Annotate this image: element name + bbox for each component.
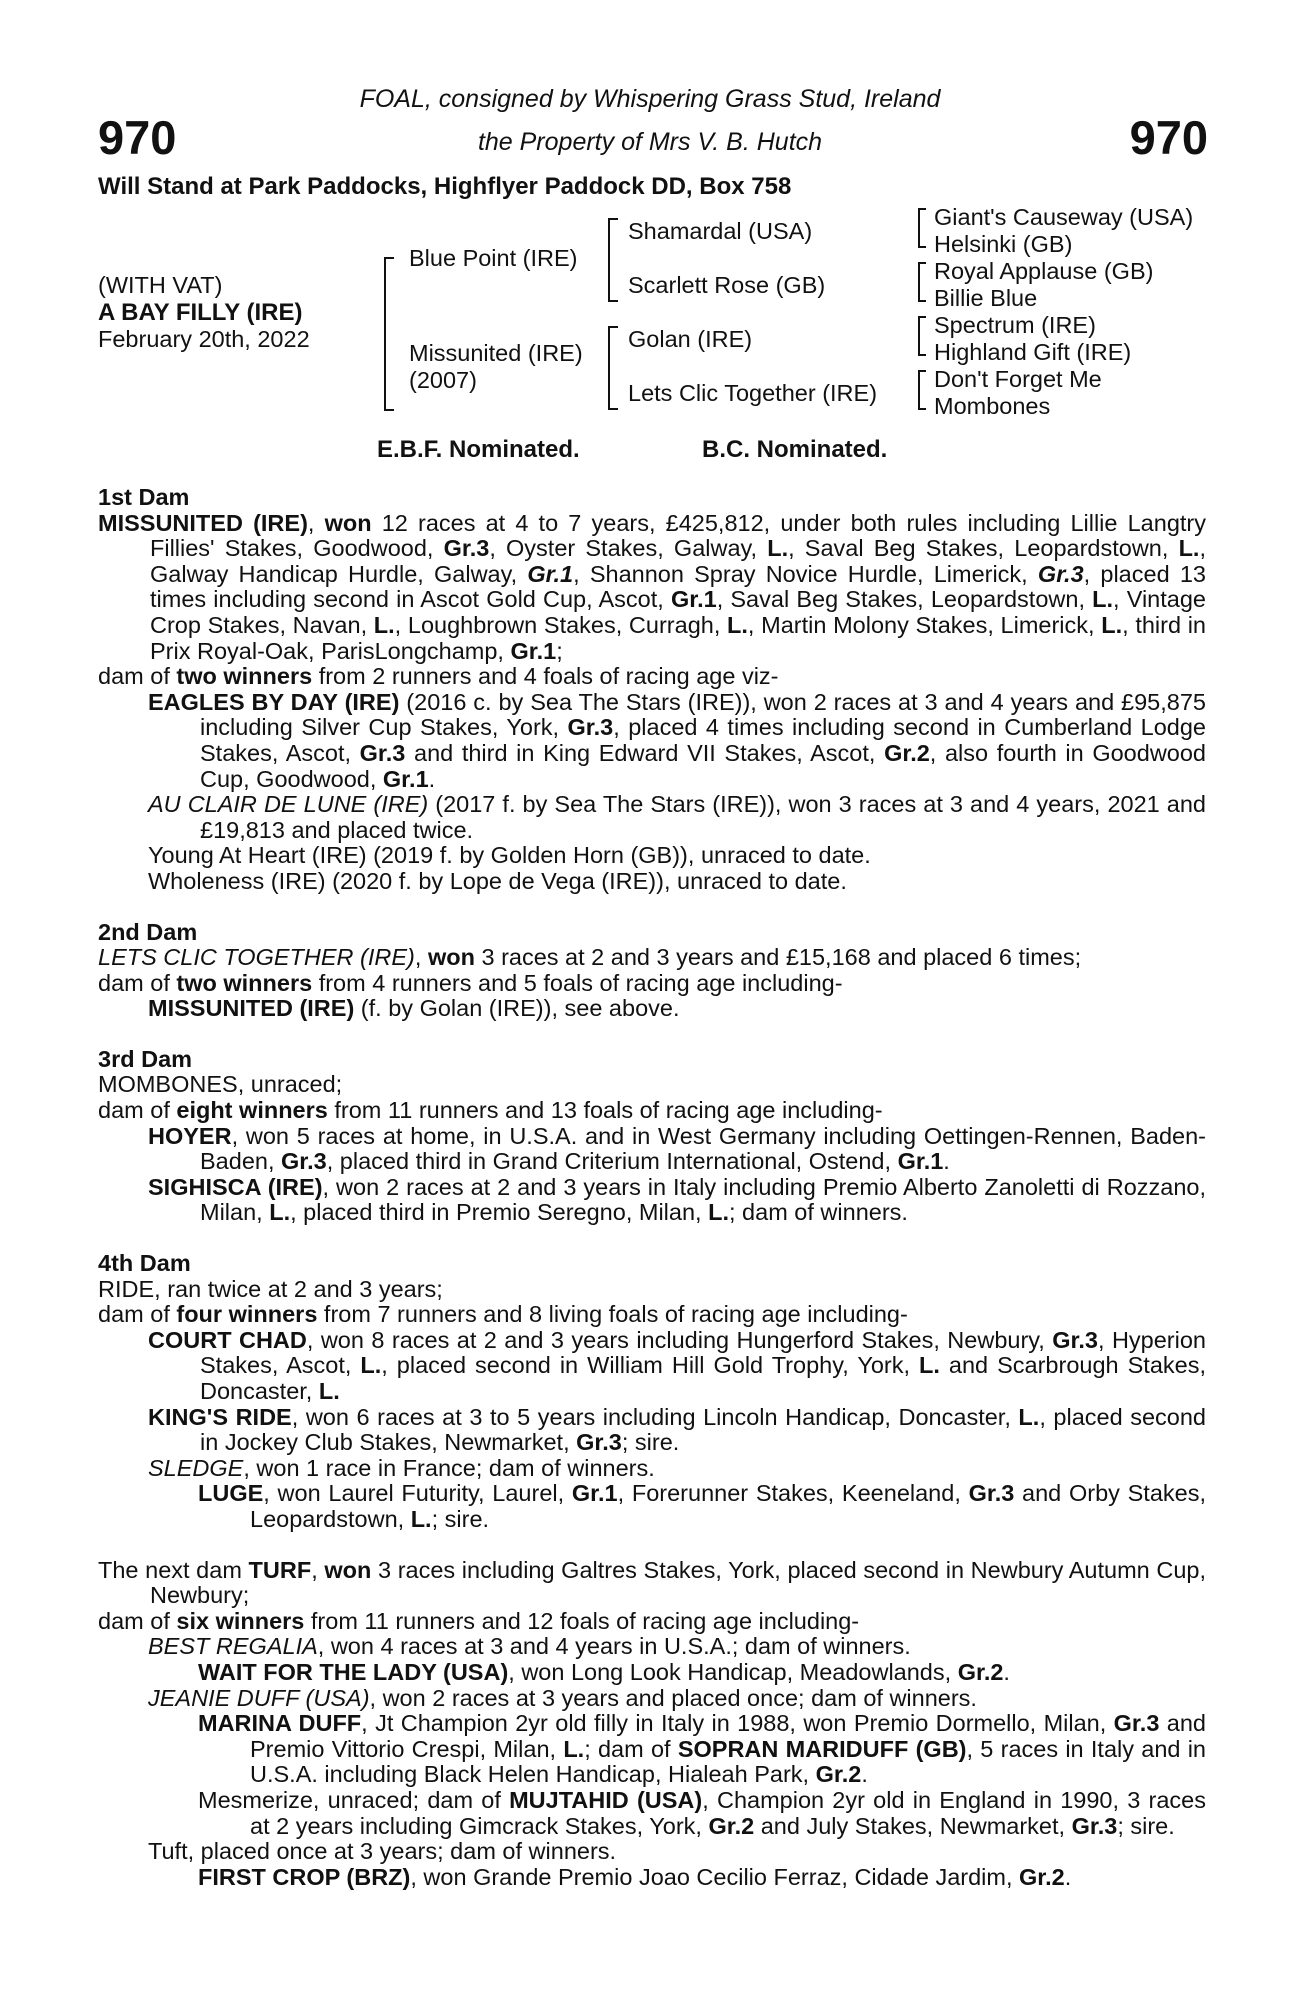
produce-sledge: SLEDGE, won 1 race in France; dam of winners. <box>148 1454 655 1481</box>
produce-mesmerize: Mesmerize, unraced; dam of MUJTAHID (USA), Champion 2yr old in England in 1990, 3 races at 2 years including Gimcrack Stakes, York, Gr.2 and July Stakes, Newmarket, Gr.3; sire. <box>198 1786 1206 1839</box>
produce-missunited: MISSUNITED (IRE) (f. by Golan (IRE)), see above. <box>148 995 680 1022</box>
pedigree-ddd: Mombones <box>934 393 1051 419</box>
produce-au-clair-de-lune: AU CLAIR DE LUNE (IRE) (2017 f. by Sea The Stars (IRE)), won 3 races at 3 and 4 years, 2021 and £19,813 and placed twice. <box>148 791 1206 843</box>
produce-luge: LUGE, won Laurel Futurity, Laurel, Gr.1, Forerunner Stakes, Keeneland, Gr.3 and Orby Stakes, Leopardstown, L.; sire. <box>198 1480 1206 1532</box>
owner-line: the Property of Mrs V. B. Hutch <box>477 128 823 156</box>
next-dam-produce-summary: dam of six winners from 11 runners and 12 foals of racing age including- <box>98 1607 860 1634</box>
produce-hoyer: HOYER, won 5 races at home, in U.S.A. and in West Germany including Oettingen-Rennen, Baden-Baden, Gr.3, placed third in Grand Criterium International, Ostend, Gr.1. <box>148 1122 1206 1175</box>
consignor-line: FOAL, consigned by Whispering Grass Stud, Ireland <box>359 85 941 113</box>
pedigree-brace-sire <box>608 218 618 302</box>
third-dam-produce-summary: dam of eight winners from 11 runners and 13 foals of racing age including- <box>98 1097 883 1124</box>
produce-marina-duff: MARINA DUFF, Jt Champion 2yr old filly in Italy in 1988, won Premio Dormello, Milan, Gr.3 and Premio Vittorio Crespi, Milan, L.; dam of SOPRAN MARIDUFF (GB), 5 races in Italy and in U.S.A. including Black Helen Handicap, Hialeah Park, Gr.2. <box>198 1710 1207 1788</box>
pedigree-dam: Missunited (IRE) <box>409 340 583 366</box>
produce-wholeness: Wholeness (IRE) (2020 f. by Lope de Vega (IRE)), unraced to date. <box>148 867 847 894</box>
produce-kings-ride: KING'S RIDE, won 6 races at 3 to 5 years including Lincoln Handicap, Doncaster, L., placed second in Jockey Club Stakes, Newmarket, Gr.3; sire. <box>148 1403 1206 1456</box>
bc-nomination: B.C. Nominated. <box>702 436 888 463</box>
pedigree-dam-sire: Golan (IRE) <box>628 326 753 352</box>
produce-sighisca: SIGHISCA (IRE), won 2 races at 2 and 3 years in Italy including Premio Alberto Zanoletti di Rozzano, Milan, L., placed third in Premio Seregno, Milan, L.; dam of winners. <box>148 1173 1207 1226</box>
pedigree-dam-dam: Lets Clic Together (IRE) <box>628 380 878 406</box>
pedigree-dss: Spectrum (IRE) <box>934 312 1096 338</box>
second-dam-heading: 2nd Dam <box>98 918 198 945</box>
produce-court-chad: COURT CHAD, won 8 races at 2 and 3 years including Hungerford Stakes, Newbury, Gr.3, Hyperion Stakes, Ascot, L., placed second in William Hill Gold Trophy, York, L. and Scarbrough Stakes, Doncaster, L. <box>148 1326 1206 1404</box>
pedigree-brace-main <box>384 257 394 411</box>
pedigree-dsd: Highland Gift (IRE) <box>934 339 1132 365</box>
produce-record <box>98 485 1206 1890</box>
produce-wait-for-the-lady: WAIT FOR THE LADY (USA), won Long Look Handicap, Meadowlands, Gr.2. <box>198 1658 1010 1685</box>
pedigree-sss: Giant's Causeway (USA) <box>934 204 1194 230</box>
first-dam-heading: 1st Dam <box>98 484 190 510</box>
foaling-date: February 20th, 2022 <box>98 326 310 352</box>
pedigree-brace-ds <box>918 316 926 356</box>
next-dam-record: The next dam TURF, won 3 races including Galtres Stakes, York, placed second in Newbury Autumn Cup, Newbury; <box>98 1556 1207 1609</box>
pedigree-brace-dam <box>608 326 618 410</box>
lot-number-left: 970 <box>98 111 177 164</box>
produce-tuft: Tuft, placed once at 3 years; dam of winners. <box>148 1838 617 1865</box>
ebf-nomination: E.B.F. Nominated. <box>377 436 580 463</box>
pedigree-sire-dam: Scarlett Rose (GB) <box>628 272 826 298</box>
produce-jeanie-duff: JEANIE DUFF (USA), won 2 races at 3 years and placed once; dam of winners. <box>148 1684 977 1711</box>
produce-first-crop: FIRST CROP (BRZ), won Grande Premio Joao Cecilio Ferraz, Cidade Jardim, Gr.2. <box>198 1863 1072 1890</box>
second-dam-produce-summary: dam of two winners from 4 runners and 5 foals of racing age including- <box>98 969 843 996</box>
pedigree-sire: Blue Point (IRE) <box>409 245 578 271</box>
stabling-line: Will Stand at Park Paddocks, Highflyer Paddock DD, Box 758 <box>98 173 792 200</box>
pedigree-brace-ss <box>918 208 926 248</box>
produce-eagles-by-day: EAGLES BY DAY (IRE) (2016 c. by Sea The Stars (IRE)), won 2 races at 3 and 4 years and £95,875 including Silver Cup Stakes, York, Gr.3, placed 4 times including second in Cumberland Lodge Stakes, Ascot, Gr.3 and third in King Edward VII Stakes, Ascot, Gr.2, also fourth in Goodwood Cup, Goodwood, Gr.1. <box>148 688 1207 792</box>
first-dam-produce-summary: dam of two winners from 2 runners and 4 foals of racing age viz- <box>98 663 779 690</box>
fourth-dam-produce-summary: dam of four winners from 7 runners and 8 living foals of racing age including- <box>98 1301 908 1328</box>
pedigree-brace-dd <box>918 370 926 410</box>
vat-label: (WITH VAT) <box>98 272 223 298</box>
pedigree-ssd: Helsinki (GB) <box>934 231 1073 257</box>
pedigree-brace-sd <box>918 262 926 302</box>
horse-name: A BAY FILLY (IRE) <box>98 299 303 326</box>
pedigree-sds: Royal Applause (GB) <box>934 258 1154 284</box>
fourth-dam-heading: 4th Dam <box>98 1250 191 1277</box>
produce-young-at-heart: Young At Heart (IRE) (2019 f. by Golden Horn (GB)), unraced to date. <box>148 842 871 869</box>
lot-number-right: 970 <box>1129 111 1208 164</box>
pedigree-dam-year: (2007) <box>409 367 477 393</box>
third-dam-heading: 3rd Dam <box>98 1045 193 1072</box>
third-dam-record: MOMBONES, unraced; <box>98 1071 343 1098</box>
produce-best-regalia: BEST REGALIA, won 4 races at 3 and 4 years in U.S.A.; dam of winners. <box>148 1633 911 1660</box>
pedigree-sire-sire: Shamardal (USA) <box>628 218 813 244</box>
pedigree-sdd: Billie Blue <box>934 285 1038 311</box>
second-dam-record: LETS CLIC TOGETHER (IRE), won 3 races at 2 and 3 years and £15,168 and placed 6 times; <box>98 944 1082 971</box>
pedigree-dds: Don't Forget Me <box>934 366 1102 392</box>
first-dam-record: MISSUNITED (IRE), won 12 races at 4 to 7 years, £425,812, under both rules including Lillie Langtry Fillies' Stakes, Goodwood, Gr.3, Oyster Stakes, Galway, L., Saval Beg Stakes, Leopardstown, L., Galway Handicap Hurdle, Galway, Gr.1, Shannon Spray Novice Hurdle, Limerick, Gr.3, placed 13 times including second in Ascot Gold Cup, Ascot, Gr.1, Saval Beg Stakes, Leopardstown, L., Vintage Crop Stakes, Navan, L., Loughbrown Stakes, Curragh, L., Martin Molony Stakes, Limerick, L., third in Prix Royal-Oak, ParisLongchamp, Gr.1; <box>98 509 1206 664</box>
fourth-dam-record: RIDE, ran twice at 2 and 3 years; <box>98 1275 443 1302</box>
